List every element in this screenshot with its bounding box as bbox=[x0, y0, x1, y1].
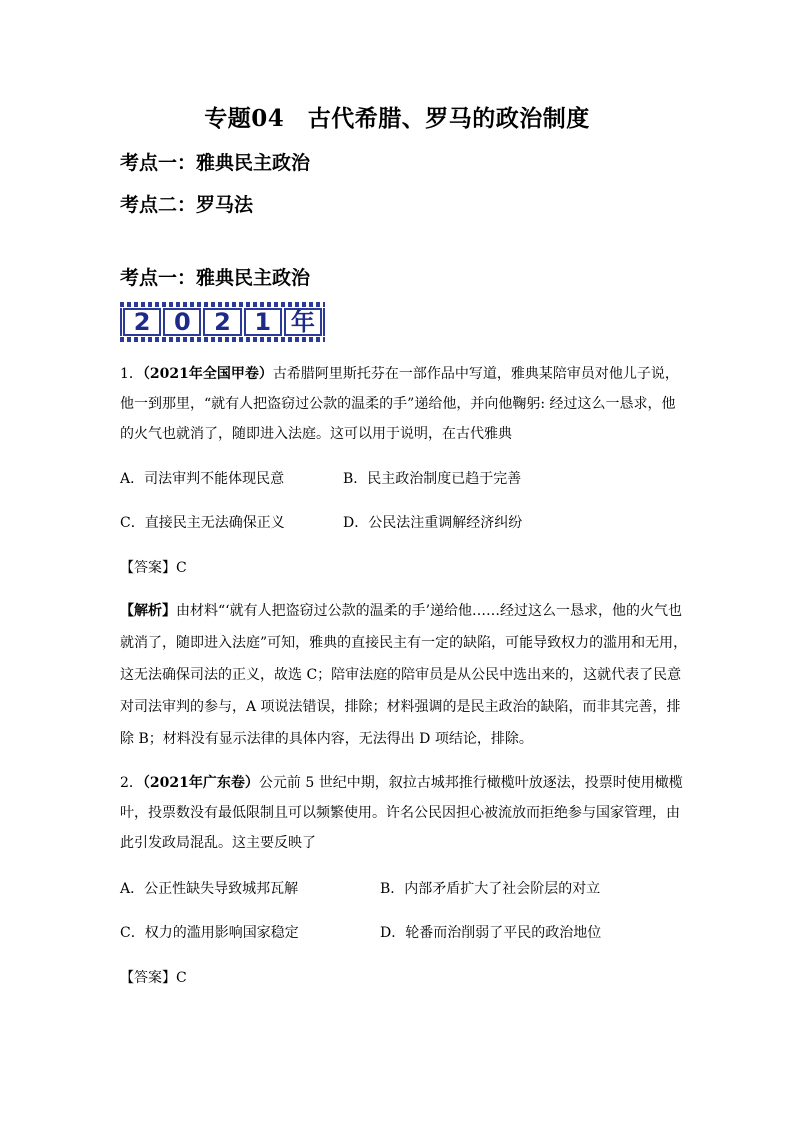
q2-answer: 【答案】C bbox=[120, 970, 187, 986]
year-digit: 1 bbox=[244, 308, 282, 336]
q1-option-a: A．司法审判不能体现民意 bbox=[120, 471, 285, 487]
q2-source: （2021年广东卷） bbox=[142, 775, 259, 791]
q1-option-d: D．公民法注重调解经济纠纷 bbox=[343, 515, 523, 531]
q1-answer: 【答案】C bbox=[120, 560, 187, 576]
q2-stem-line-3: 此引发政局混乱。这主要反映了 bbox=[120, 835, 316, 851]
q2-stem-line-2: 叶，投票数没有最低限制且可以频繁使用。许名公民因担心被流放而拒绝参与国家管理，由 bbox=[120, 805, 680, 821]
year-badge bbox=[120, 302, 325, 342]
q2-option-d: D．轮番而治削弱了平民的政治地位 bbox=[380, 925, 602, 941]
year-digit: 0 bbox=[163, 308, 201, 336]
q1-analysis-line-2: 就消了，随即进入法庭”可知，雅典的直接民主有一定的缺陷，可能导致权力的滥用和无用， bbox=[120, 635, 688, 651]
q1-source: （2021年全国甲卷） bbox=[142, 366, 273, 382]
q1-analysis-line-3: 这无法确保司法的正义，故选 C；陪审法庭的陪审员是从公民中选出来的，这就代表了民意 bbox=[120, 667, 682, 683]
film-strip-bottom bbox=[120, 337, 325, 342]
section-heading: 考点一：雅典民主政治 bbox=[120, 267, 311, 289]
year-digit: 2 bbox=[203, 308, 241, 336]
q2-option-b: B．内部矛盾扩大了社会阶层的对立 bbox=[380, 881, 601, 897]
q1-option-b: B．民主政治制度已趋于完善 bbox=[343, 471, 522, 487]
q2-number: 2． bbox=[120, 775, 143, 791]
q1-analysis-label: 【解析】 bbox=[120, 603, 176, 619]
q2-option-c: C．权力的滥用影响国家稳定 bbox=[120, 925, 299, 941]
q2-stem-line-1: 2．（2021年广东卷）公元前 5 世纪中期，叙拉古城邦推行橄榄叶放逐法，投票时使用橄榄 bbox=[120, 775, 683, 791]
q1-stem-line-1: 1．（2021年全国甲卷）古希腊阿里斯托芬在一部作品中写道，雅典某陪审员对他儿子说， bbox=[120, 366, 679, 382]
year-digit: 2 bbox=[123, 308, 161, 336]
toc-item-2: 考点二：罗马法 bbox=[120, 194, 254, 216]
q1-number: 1． bbox=[120, 366, 143, 382]
q1-stem-line-3: 的火气也就消了，随即进入法庭。这可以用于说明，在古代雅典 bbox=[120, 426, 512, 442]
q1-stem-line-2: 他一到那里，“就有人把盗窃过公款的温柔的手”递给他，并向他鞠躬: 经过这么一恳求，他 bbox=[120, 396, 676, 412]
q2-option-a: A．公正性缺失导致城邦瓦解 bbox=[120, 881, 299, 897]
q1-analysis-line-4: 对司法审判的参与，A 项说法错误，排除；材料强调的是民主政治的缺陷，而非其完善，排 bbox=[120, 699, 681, 715]
q1-analysis-line-5: 除 B；材料没有显示法律的具体内容，无法得出 D 项结论，排除。 bbox=[120, 731, 533, 747]
q1-option-c: C．直接民主无法确保正义 bbox=[120, 515, 285, 531]
film-strip-top bbox=[120, 302, 325, 307]
page-title: 专题04 古代希腊、罗马的政治制度 bbox=[204, 105, 590, 132]
toc-item-1: 考点一：雅典民主政治 bbox=[120, 152, 311, 174]
q1-analysis-line-1: 【解析】由材料“‘就有人把盗窃过公款的温柔的手’递给他……经过这么一恳求，他的火气也 bbox=[120, 603, 683, 619]
year-char: 年 bbox=[284, 308, 322, 336]
